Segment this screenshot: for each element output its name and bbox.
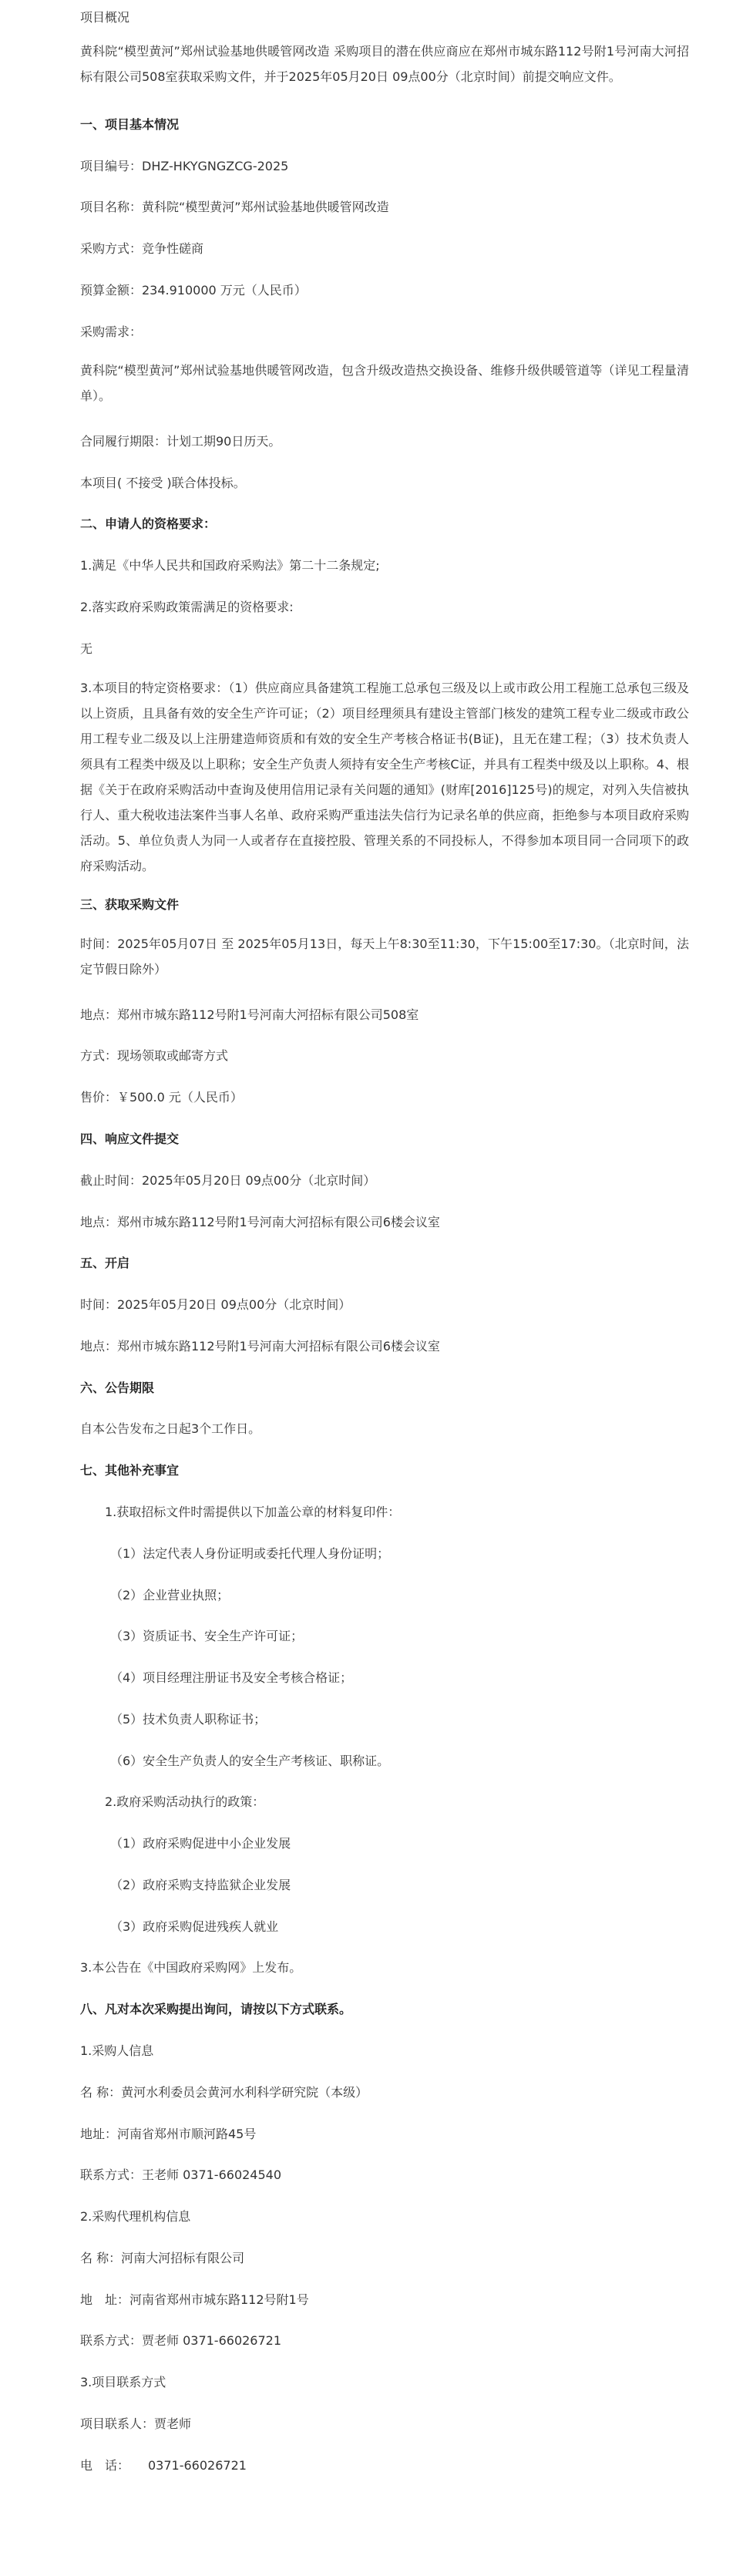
section-1-title: 一、项目基本情况	[80, 117, 180, 132]
document-price: 售价：￥500.0 元（人民币）	[80, 1090, 243, 1105]
procurement-demand-label: 采购需求：	[80, 325, 143, 339]
requirement-2-value: 无	[80, 641, 93, 656]
purchaser-info-title: 1.采购人信息	[80, 2043, 154, 2058]
purchaser-address: 地址：河南省郑州市顺河路45号	[80, 2127, 257, 2141]
procurement-method: 采购方式：竞争性磋商	[80, 241, 204, 256]
project-contact-phone: 电 话： 0371-66026721	[80, 2458, 247, 2473]
project-number: 项目编号：DHZ-HKYGNGZCG-2025	[80, 159, 289, 173]
policy-item-3: （3）政府采购促进残疾人就业	[110, 1919, 279, 1934]
supplement-item-2: 2.政府采购活动执行的政策：	[105, 1794, 265, 1809]
section-6-title: 六、公告期限	[80, 1380, 155, 1395]
purchaser-contact: 联系方式：王老师 0371-66024540	[80, 2167, 282, 2182]
policy-item-1: （1）政府采购促进中小企业发展	[110, 1836, 291, 1851]
obtain-way: 方式：现场领取或邮寄方式	[80, 1048, 229, 1063]
agency-contact: 联系方式：贾老师 0371-66026721	[80, 2333, 282, 2348]
material-item-4: （4）项目经理注册证书及安全考核合格证；	[110, 1670, 353, 1685]
agency-address: 地 址：河南省郑州市城东路112号附1号	[80, 2292, 309, 2307]
policy-item-2: （2）政府采购支持监狱企业发展	[110, 1878, 291, 1892]
obtain-place: 地点：郑州市城东路112号附1号河南大河招标有限公司508室	[80, 1007, 419, 1022]
material-item-2: （2）企业营业执照；	[110, 1588, 230, 1602]
requirement-3: 3.本项目的特定资格要求：（1）供应商应具备建筑工程施工总承包三级及以上或市政公用工程施工总承包三级及以上资质，且具备有效的安全生产许可证；（2）项目经理须具有建设主管部门核发的建筑工程专业二级或市政公用工程专业二级及以上注册建造师资质和有效的安全生产考核合格证书(B证)，且无在建工程；（3）技术负责人须具有工程类中级及以上职称；安全生产负责人须持有安全生产考核C证，并具有工程类中级及以上职称。4、根据《关于在政府采购活动中查询及使用信用记录有关问题的通知》(财库[2016]125号)的规定，对列入失信被执行人、重大税收违法案件当事人名单、政府采购严重违法失信行为记录名单的供应商，拒绝参与本项目政府采购活动。5、单位负责人为同一人或者存在直接控股、管理关系的不同投标人，不得参加本项目同一合同项下的政府采购活动。	[80, 681, 689, 873]
project-contact-person: 项目联系人：贾老师	[80, 2416, 192, 2431]
material-item-1: （1）法定代表人身份证明或委托代理人身份证明；	[110, 1546, 390, 1561]
purchaser-name: 名 称：黄河水利委员会黄河水利科学研究院（本级）	[80, 2085, 368, 2100]
section-2-title: 二、申请人的资格要求：	[80, 516, 217, 531]
submission-deadline: 截止时间：2025年05月20日 09点00分（北京时间）	[80, 1173, 376, 1188]
opening-place: 地点：郑州市城东路112号附1号河南大河招标有限公司6楼会议室	[80, 1339, 440, 1354]
project-name: 项目名称：黄科院“模型黄河”郑州试验基地供暖管网改造	[80, 200, 389, 214]
overview-title: 项目概况	[80, 10, 130, 25]
project-contact-title: 3.项目联系方式	[80, 2375, 166, 2389]
overview-text: 黄科院“模型黄河”郑州试验基地供暖管网改造 采购项目的潜在供应商应在郑州市城东路112号附1号河南大河招标有限公司508室获取采购文件，并于2025年05月20日 09点00分（北京时间）前提交响应文件。	[80, 44, 689, 84]
submission-place: 地点：郑州市城东路112号附1号河南大河招标有限公司6楼会议室	[80, 1215, 440, 1229]
section-5-title: 五、开启	[80, 1256, 130, 1270]
procurement-demand-text: 黄科院“模型黄河”郑州试验基地供暖管网改造，包含升级改造热交换设备、维修升级供暖管道等（详见工程量清单）。	[80, 363, 689, 403]
announcement-period: 自本公告发布之日起3个工作日。	[80, 1421, 261, 1436]
section-8-title: 八、凡对本次采购提出询问，请按以下方式联系。	[80, 2002, 352, 2016]
supplement-item-3: 3.本公告在《中国政府采购网》上发布。	[80, 1960, 302, 1975]
budget-amount: 预算金额：234.910000 万元（人民币）	[80, 283, 307, 298]
section-4-title: 四、响应文件提交	[80, 1132, 180, 1146]
material-item-3: （3）资质证书、安全生产许可证；	[110, 1629, 304, 1643]
agency-info-title: 2.采购代理机构信息	[80, 2209, 191, 2224]
consortium-note: 本项目( 不接受 )联合体投标。	[80, 476, 246, 490]
obtain-time: 时间：2025年05月07日 至 2025年05月13日，每天上午8:30至11:30，下午15:00至17:30。（北京时间，法定节假日除外）	[80, 937, 689, 977]
opening-time: 时间：2025年05月20日 09点00分（北京时间）	[80, 1297, 351, 1312]
agency-name: 名 称：河南大河招标有限公司	[80, 2251, 245, 2265]
material-item-5: （5）技术负责人职称证书；	[110, 1712, 267, 1727]
requirement-2: 2.落实政府采购政策需满足的资格要求:	[80, 600, 294, 614]
section-7-title: 七、其他补充事宜	[80, 1463, 180, 1478]
requirement-1: 1.满足《中华人民共和国政府采购法》第二十二条规定;	[80, 558, 380, 573]
supplement-item-1: 1.获取招标文件时需提供以下加盖公章的材料复印件：	[105, 1505, 401, 1519]
contract-period: 合同履行期限：计划工期90日历天。	[80, 434, 281, 449]
section-3-title: 三、获取采购文件	[80, 897, 180, 912]
material-item-6: （6）安全生产负责人的安全生产考核证、职称证。	[110, 1754, 390, 1768]
